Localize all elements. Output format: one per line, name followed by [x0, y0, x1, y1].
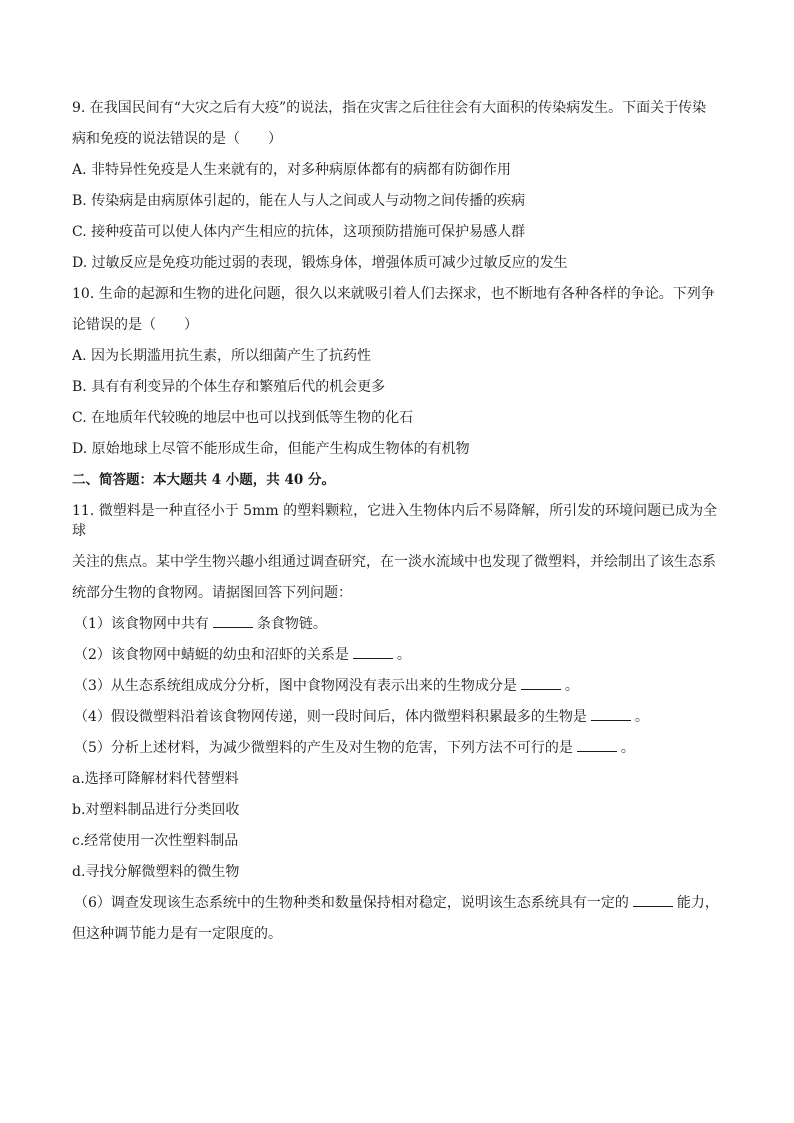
sub-6-text-after: 能力，: [676, 895, 719, 911]
question-11-choice-b: b.对塑料制品进行分类回收: [72, 802, 240, 818]
question-11-sub-3: [72, 676, 726, 696]
sub-4-text-after: 。: [634, 709, 649, 725]
question-9-option-c: C. 接种疫苗可以使人体内产生相应的抗体，这项预防措施可保护易感人群: [72, 224, 526, 240]
question-10-option-b: B. 具有有利变异的个体生存和繁殖后代的机会更多: [72, 379, 386, 395]
question-9-option-b: B. 传染病是由病原体引起的，能在人与人之间或人与动物之间传播的疾病: [72, 193, 526, 209]
question-11-choice-a: a.选择可降解材料代替塑料: [72, 771, 239, 787]
question-11-sub-2: [72, 645, 726, 665]
question-10-option-a: A. 因为长期滥用抗生素，所以细菌产生了抗药性: [72, 348, 372, 364]
question-9-stem-line-2: 病和免疫的说法错误的是（ ）: [72, 131, 282, 147]
sub-3-text-after: 。: [564, 678, 579, 694]
question-9-stem-line-1: 9. 在我国民间有“大灾之后有大疫”的说法，指在灾害之后往往会有大面积的传染病发生。下面关于传染: [72, 100, 707, 116]
question-11-line-1: 11. 微塑料是一种直径小于 5mm 的塑料颗粒，它进入生物体内后不易降解，所引发的环境问题已成为全球: [72, 503, 718, 539]
answer-blank-1[interactable]: [213, 615, 253, 628]
question-11-sub-4: [72, 707, 726, 727]
question-11-sub-1: [72, 614, 726, 634]
sub-1-text-before: （1）该食物网中共有: [74, 616, 209, 632]
question-11-sub-6: [72, 893, 726, 913]
sub-4-text-before: （4）假设微塑料沿着该食物网传递，则一段时间后，体内微塑料积累最多的生物是: [74, 709, 587, 725]
answer-blank-2[interactable]: [353, 646, 393, 659]
document-page: [72, 98, 726, 955]
question-11-choice-d: d.寻找分解微塑料的微生物: [72, 864, 240, 880]
question-9-option-d: D. 过敏反应是免疫功能过弱的表现，锻炼身体，增强体质可减少过敏反应的发生: [72, 255, 568, 271]
answer-blank-5[interactable]: [577, 739, 617, 752]
question-11-sub-6-line-2: 但这种调节能力是有一定限度的。: [72, 926, 282, 942]
answer-blank-4[interactable]: [591, 708, 631, 721]
question-11-line-2: 关注的焦点。某中学生物兴趣小组通过调查研究，在一淡水流域中也发现了微塑料，并绘制出了该生态系: [72, 554, 716, 570]
section-2-heading: [72, 470, 726, 490]
section-2-prefix: 二、简答题：: [72, 472, 153, 488]
question-10-option-d: D. 原始地球上尽管不能形成生命，但能产生构成生物体的有机物: [72, 441, 470, 457]
question-10-stem-line-2: 论错误的是（ ）: [72, 317, 198, 333]
sub-5-text-before: （5）分析上述材料，为减少微塑料的产生及对生物的危害，下列方法不可行的是: [74, 740, 573, 756]
question-11-stem: [72, 501, 726, 603]
answer-blank-3[interactable]: [521, 677, 561, 690]
question-11-choice-c: c.经常使用一次性塑料制品: [72, 833, 239, 849]
sub-1-text-after: 条食物链。: [256, 616, 327, 632]
question-10-stem-line-1: 10. 生命的起源和生物的进化问题，很久以来就吸引着人们去探求，也不断地有各种各样的争论。下列争: [72, 286, 715, 302]
question-9-option-a: A. 非特异性免疫是人生来就有的，对多种病原体都有的病都有防御作用: [72, 162, 512, 178]
sub-3-text-before: （3）从生态系统组成成分分析，图中食物网没有表示出来的生物成分是: [74, 678, 517, 694]
question-11-line-3: 统部分生物的食物网。请据图回答下列问题：: [72, 585, 352, 601]
question-10-option-c: C. 在地质年代较晚的地层中也可以找到低等生物的化石: [72, 410, 414, 426]
sub-2-text-before: （2）该食物网中蜻蜓的幼虫和沼虾的关系是: [74, 647, 349, 663]
question-11-sub-5: [72, 738, 726, 758]
sub-2-text-after: 。: [396, 647, 411, 663]
answer-blank-6[interactable]: [633, 894, 673, 907]
question-10-stem: [72, 284, 726, 335]
sub-5-text-after: 。: [620, 740, 635, 756]
sub-6-text-before: （6）调查发现该生态系统中的生物种类和数量保持相对稳定，说明该生态系统具有一定的: [74, 895, 629, 911]
section-2-description: 本大题共 4 小题，共 40 分。: [153, 472, 335, 488]
question-9-stem: [72, 98, 726, 149]
